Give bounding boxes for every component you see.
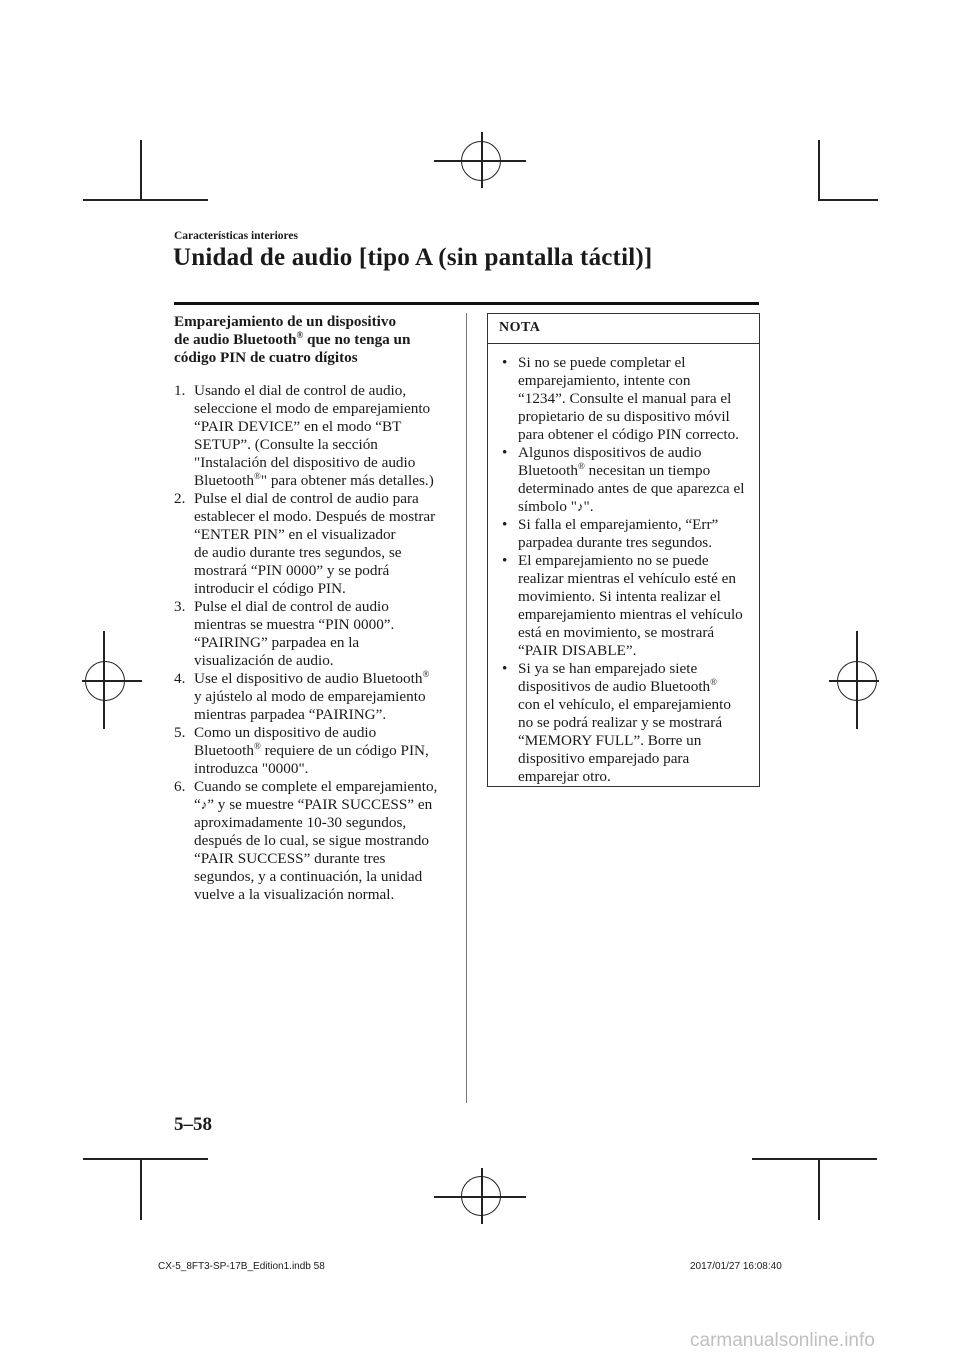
column-divider	[466, 313, 467, 1103]
step-line: después de lo cual, se sigue mostrando	[194, 832, 429, 849]
print-timestamp: 2017/01/27 16:08:40	[690, 1261, 782, 1272]
subsection-title-line: Emparejamiento de un dispositivo	[174, 313, 397, 330]
step-number: 4.	[174, 670, 186, 687]
title-rule	[174, 302, 759, 305]
nota-heading: NOTA	[499, 320, 541, 335]
step-item	[174, 778, 452, 904]
bullet: •	[502, 516, 508, 533]
step-line: “PAIR DEVICE” en el modo “BT	[194, 418, 402, 435]
step-line: Usando el dial de control de audio,	[194, 382, 407, 399]
bullet: •	[502, 354, 508, 371]
step-line: “PAIR SUCCESS” durante tres	[194, 850, 386, 867]
step-line: segundos, y a continuación, la unidad	[194, 868, 423, 885]
nota-line: Algunos dispositivos de audio	[518, 444, 702, 461]
step-line: “PAIRING” parpadea en la	[194, 634, 360, 651]
step-line: mientras parpadea “PAIRING”.	[194, 706, 387, 723]
nota-line: emparejamiento, intente con	[518, 372, 691, 389]
step-item	[174, 724, 452, 778]
step-item	[174, 382, 452, 490]
nota-line: Si ya se han emparejado siete	[518, 660, 698, 677]
nota-item	[502, 516, 757, 552]
nota-line: Si falla el emparejamiento, “Err”	[518, 516, 719, 533]
step-line: SETUP”. (Consulte la sección	[194, 436, 378, 453]
nota-line: símbolo "♪".	[518, 498, 594, 515]
step-line: introducir el código PIN.	[194, 580, 346, 597]
step-line: seleccione el modo de emparejamiento	[194, 400, 431, 417]
nota-line: Si no se puede completar el	[518, 354, 686, 371]
nota-box	[487, 313, 760, 787]
file-info: CX-5_8FT3-SP-17B_Edition1.indb 58	[158, 1261, 325, 1272]
step-number: 2.	[174, 490, 186, 507]
nota-line: parpadea durante tres segundos.	[518, 534, 712, 551]
step-line: de audio durante tres segundos, se	[194, 544, 402, 561]
nota-line: emparejamiento mientras el vehículo	[518, 606, 743, 623]
nota-line: “1234”. Consulte el manual para el	[518, 390, 732, 407]
subsection-title	[174, 313, 452, 367]
step-line: “♪” y se muestre “PAIR SUCCESS” en	[194, 796, 433, 813]
nota-header	[488, 314, 759, 344]
step-line: introduzca "0000".	[194, 760, 309, 777]
nota-item	[502, 660, 757, 786]
subsection-title-line: de audio Bluetooth® que no tenga un	[174, 329, 411, 348]
nota-line: dispositivos de audio Bluetooth®	[518, 676, 717, 695]
steps-list	[174, 382, 452, 904]
nota-line: determinado antes de que aparezca el	[518, 480, 745, 497]
step-line: Use el dispositivo de audio Bluetooth®	[194, 668, 430, 687]
nota-line: emparejar otro.	[518, 768, 611, 785]
step-line: establecer el modo. Después de mostrar	[194, 508, 436, 525]
step-line: Cuando se complete el emparejamiento,	[194, 778, 438, 795]
subsection-title-line: código PIN de cuatro dígitos	[174, 349, 358, 366]
step-number: 3.	[174, 598, 186, 615]
step-line: aproximadamente 10-30 segundos,	[194, 814, 407, 831]
step-line: "Instalación del dispositivo de audio	[194, 454, 416, 471]
step-line: Bluetooth® requiere de un código PIN,	[194, 740, 429, 759]
nota-item	[502, 354, 757, 444]
nota-line: para obtener el código PIN correcto.	[518, 426, 739, 443]
nota-line: realizar mientras el vehículo esté en	[518, 570, 737, 587]
watermark: carmanualsonline.info	[690, 1330, 875, 1351]
nota-line: “MEMORY FULL”. Borre un	[518, 732, 702, 749]
nota-line: con el vehículo, el emparejamiento	[518, 696, 731, 713]
nota-item	[502, 444, 757, 516]
nota-line: dispositivo emparejado para	[518, 750, 690, 767]
step-line: y ajústelo al modo de emparejamiento	[194, 688, 426, 705]
nota-line: “PAIR DISABLE”.	[518, 642, 637, 659]
step-number: 6.	[174, 778, 186, 795]
nota-line: El emparejamiento no se puede	[518, 552, 709, 569]
nota-item	[502, 552, 757, 660]
step-line: Bluetooth®" para obtener más detalles.)	[194, 470, 434, 489]
page-title: Unidad de audio [tipo A (sin pantalla táctil)]	[173, 244, 653, 271]
step-line: visualización de audio.	[194, 652, 334, 669]
step-item	[174, 490, 452, 598]
step-number: 1.	[174, 382, 186, 399]
page-number: 5–58	[174, 1114, 212, 1135]
step-line: Pulse el dial de control de audio	[194, 598, 389, 615]
step-line: Pulse el dial de control de audio para	[194, 490, 419, 507]
step-line: Como un dispositivo de audio	[194, 724, 377, 741]
step-line: mostrará “PIN 0000” y se podrá	[194, 562, 390, 579]
nota-list	[502, 354, 757, 786]
bullet: •	[502, 444, 508, 461]
step-line: “ENTER PIN” en el visualizador	[194, 526, 396, 543]
nota-line: movimiento. Si intenta realizar el	[518, 588, 721, 605]
nota-line: no se podrá realizar y se mostrará	[518, 714, 723, 731]
step-item	[174, 598, 452, 670]
nota-line: propietario de su dispositivo móvil	[518, 408, 730, 425]
step-line: vuelve a la visualización normal.	[194, 886, 395, 903]
nota-line: está en movimiento, se mostrará	[518, 624, 715, 641]
bullet: •	[502, 552, 508, 569]
section-label: Características interiores	[174, 230, 299, 242]
bullet: •	[502, 660, 508, 677]
step-number: 5.	[174, 724, 186, 741]
step-line: mientras se muestra “PIN 0000”.	[194, 616, 395, 633]
left-column	[174, 313, 452, 904]
nota-line: Bluetooth® necesitan un tiempo	[518, 460, 711, 479]
step-item	[174, 670, 452, 724]
